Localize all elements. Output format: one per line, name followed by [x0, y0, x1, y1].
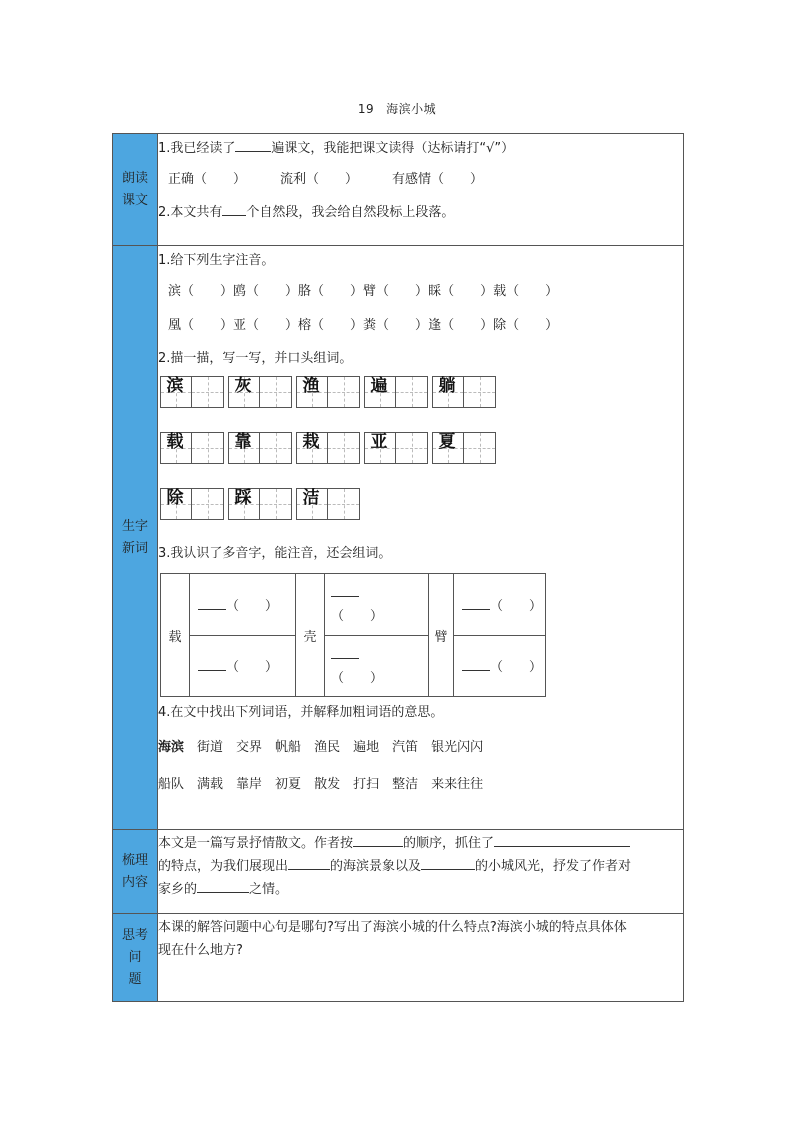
words-q3: 3.我认识了多音字，能注音，还会组词。	[158, 546, 392, 561]
word-blank[interactable]: （ ）	[490, 660, 543, 676]
pinyin-blank[interactable]: 胳（ ）	[298, 284, 364, 299]
section-label: 梳理 内容	[113, 830, 158, 914]
pinyin-blank[interactable]	[198, 658, 226, 671]
polyphone-char: 载	[161, 574, 190, 697]
tianzi-cell[interactable]: 踩	[228, 488, 260, 520]
polyphone-char: 臂	[429, 574, 454, 697]
pinyin-blank[interactable]	[198, 597, 226, 610]
pinyin-blank[interactable]: 凰（ ）	[168, 318, 234, 333]
tianzi-cell[interactable]	[260, 432, 292, 464]
tianzi-cell[interactable]	[192, 432, 224, 464]
pinyin-blank[interactable]	[462, 658, 490, 671]
tianzi-cell[interactable]: 渔	[296, 376, 328, 408]
tianzi-cell[interactable]: 栽	[296, 432, 328, 464]
tianzi-cell[interactable]	[328, 432, 360, 464]
tianzi-cell[interactable]	[192, 488, 224, 520]
tianzi-cell[interactable]: 亚	[364, 432, 396, 464]
section-think	[113, 914, 684, 1002]
word-list-1: 海滨 街道 交界 帆船 渔民 遍地 汽笛 银光闪闪	[158, 740, 484, 755]
tianzi-cell[interactable]	[464, 432, 496, 464]
pinyin-blank[interactable]: 逢（ ）	[428, 318, 494, 333]
polyphone-char: 壳	[296, 574, 325, 697]
tianzi-cell[interactable]: 夏	[432, 432, 464, 464]
answer-blank[interactable]	[421, 857, 475, 870]
word-blank[interactable]: （ ）	[331, 609, 384, 625]
word-list-2: 船队 满载 靠岸 初夏 散发 打扫 整洁 来来往往	[158, 777, 484, 792]
section-reading	[113, 134, 684, 246]
answer-blank[interactable]	[494, 834, 630, 847]
trace-row-3	[160, 488, 683, 520]
words-q1: 1.给下列生字注音。	[158, 253, 275, 268]
answer-blank[interactable]	[222, 203, 246, 216]
tianzi-cell[interactable]	[260, 376, 292, 408]
section-summary	[113, 830, 684, 914]
trace-row-1	[160, 376, 683, 408]
pinyin-blank[interactable]: 亚（ ）	[233, 318, 299, 333]
polyphone-table	[160, 573, 546, 697]
tianzi-cell[interactable]: 灰	[228, 376, 260, 408]
summary-line-2: 的特点，为我们展现出 的海滨景象以及 的小城风光，抒发了作者对	[158, 859, 632, 874]
reading-options	[168, 168, 683, 187]
tianzi-cell[interactable]	[192, 376, 224, 408]
pinyin-row-1	[168, 280, 683, 299]
think-question: 本课的解答问题中心句是哪句?写出了海滨小城的什么特点?海滨小城的特点具体体 现在什么地方?	[158, 914, 684, 1002]
section-words	[113, 246, 684, 830]
tianzi-cell[interactable]: 载	[160, 432, 192, 464]
pinyin-blank[interactable]: 粪（ ）	[363, 318, 429, 333]
tianzi-cell[interactable]: 靠	[228, 432, 260, 464]
section-label: 朗读 课文	[113, 134, 158, 246]
pinyin-blank[interactable]: 除（ ）	[493, 318, 559, 333]
word-blank[interactable]: （ ）	[226, 598, 279, 614]
tianzi-cell[interactable]: 除	[160, 488, 192, 520]
tianzi-cell[interactable]: 洁	[296, 488, 328, 520]
reading-q2: 2.本文共有 个自然段，我会给自然段标上段落。	[158, 205, 455, 220]
tianzi-cell[interactable]	[328, 488, 360, 520]
option-fluent[interactable]: 流利（ ）	[280, 172, 359, 187]
worksheet-table	[112, 133, 684, 1002]
pinyin-blank[interactable]	[462, 597, 490, 610]
pinyin-blank[interactable]: 睬（ ）	[428, 284, 494, 299]
summary-line-1: 本文是一篇写景抒情散文。作者按 的顺序，抓住了	[158, 832, 683, 855]
option-correct[interactable]: 正确（ ）	[168, 172, 247, 187]
option-emotion[interactable]: 有感情（ ）	[392, 172, 484, 187]
word-blank[interactable]: （ ）	[331, 670, 384, 686]
answer-blank[interactable]	[235, 139, 271, 152]
tianzi-cell[interactable]	[328, 376, 360, 408]
answer-blank[interactable]	[197, 880, 249, 893]
pinyin-blank[interactable]: 滨（ ）	[168, 284, 234, 299]
word-blank[interactable]: （ ）	[226, 660, 279, 676]
pinyin-blank[interactable]	[331, 646, 359, 659]
tianzi-cell[interactable]: 遍	[364, 376, 396, 408]
reading-q1: 1.我已经读了 遍课文，我能把课文读得（达标请打“√”）	[158, 141, 515, 156]
answer-blank[interactable]	[288, 857, 330, 870]
tianzi-cell[interactable]	[396, 376, 428, 408]
section-label: 思考 问 题	[113, 914, 158, 1002]
pinyin-blank[interactable]: 榕（ ）	[298, 318, 364, 333]
tianzi-cell[interactable]: 滨	[160, 376, 192, 408]
answer-blank[interactable]	[353, 834, 403, 847]
tianzi-cell[interactable]	[396, 432, 428, 464]
page-title: 19 海滨小城	[357, 102, 437, 116]
pinyin-blank[interactable]: 载（ ）	[493, 284, 559, 299]
tianzi-cell[interactable]	[464, 376, 496, 408]
tianzi-cell[interactable]: 躺	[432, 376, 464, 408]
word-blank[interactable]: （ ）	[490, 598, 543, 614]
pinyin-blank[interactable]: 鸥（ ）	[233, 284, 299, 299]
trace-row-2	[160, 432, 683, 464]
pinyin-blank[interactable]: 臂（ ）	[363, 284, 429, 299]
words-q4: 4.在文中找出下列词语，并解释加粗词语的意思。	[158, 705, 444, 720]
words-q2: 2.描一描，写一写，并口头组词。	[158, 351, 353, 366]
section-label: 生字 新词	[113, 246, 158, 830]
tianzi-cell[interactable]	[260, 488, 292, 520]
summary-line-3: 家乡的 之情。	[158, 882, 289, 897]
pinyin-blank[interactable]	[331, 584, 359, 597]
pinyin-row-2	[168, 314, 683, 333]
